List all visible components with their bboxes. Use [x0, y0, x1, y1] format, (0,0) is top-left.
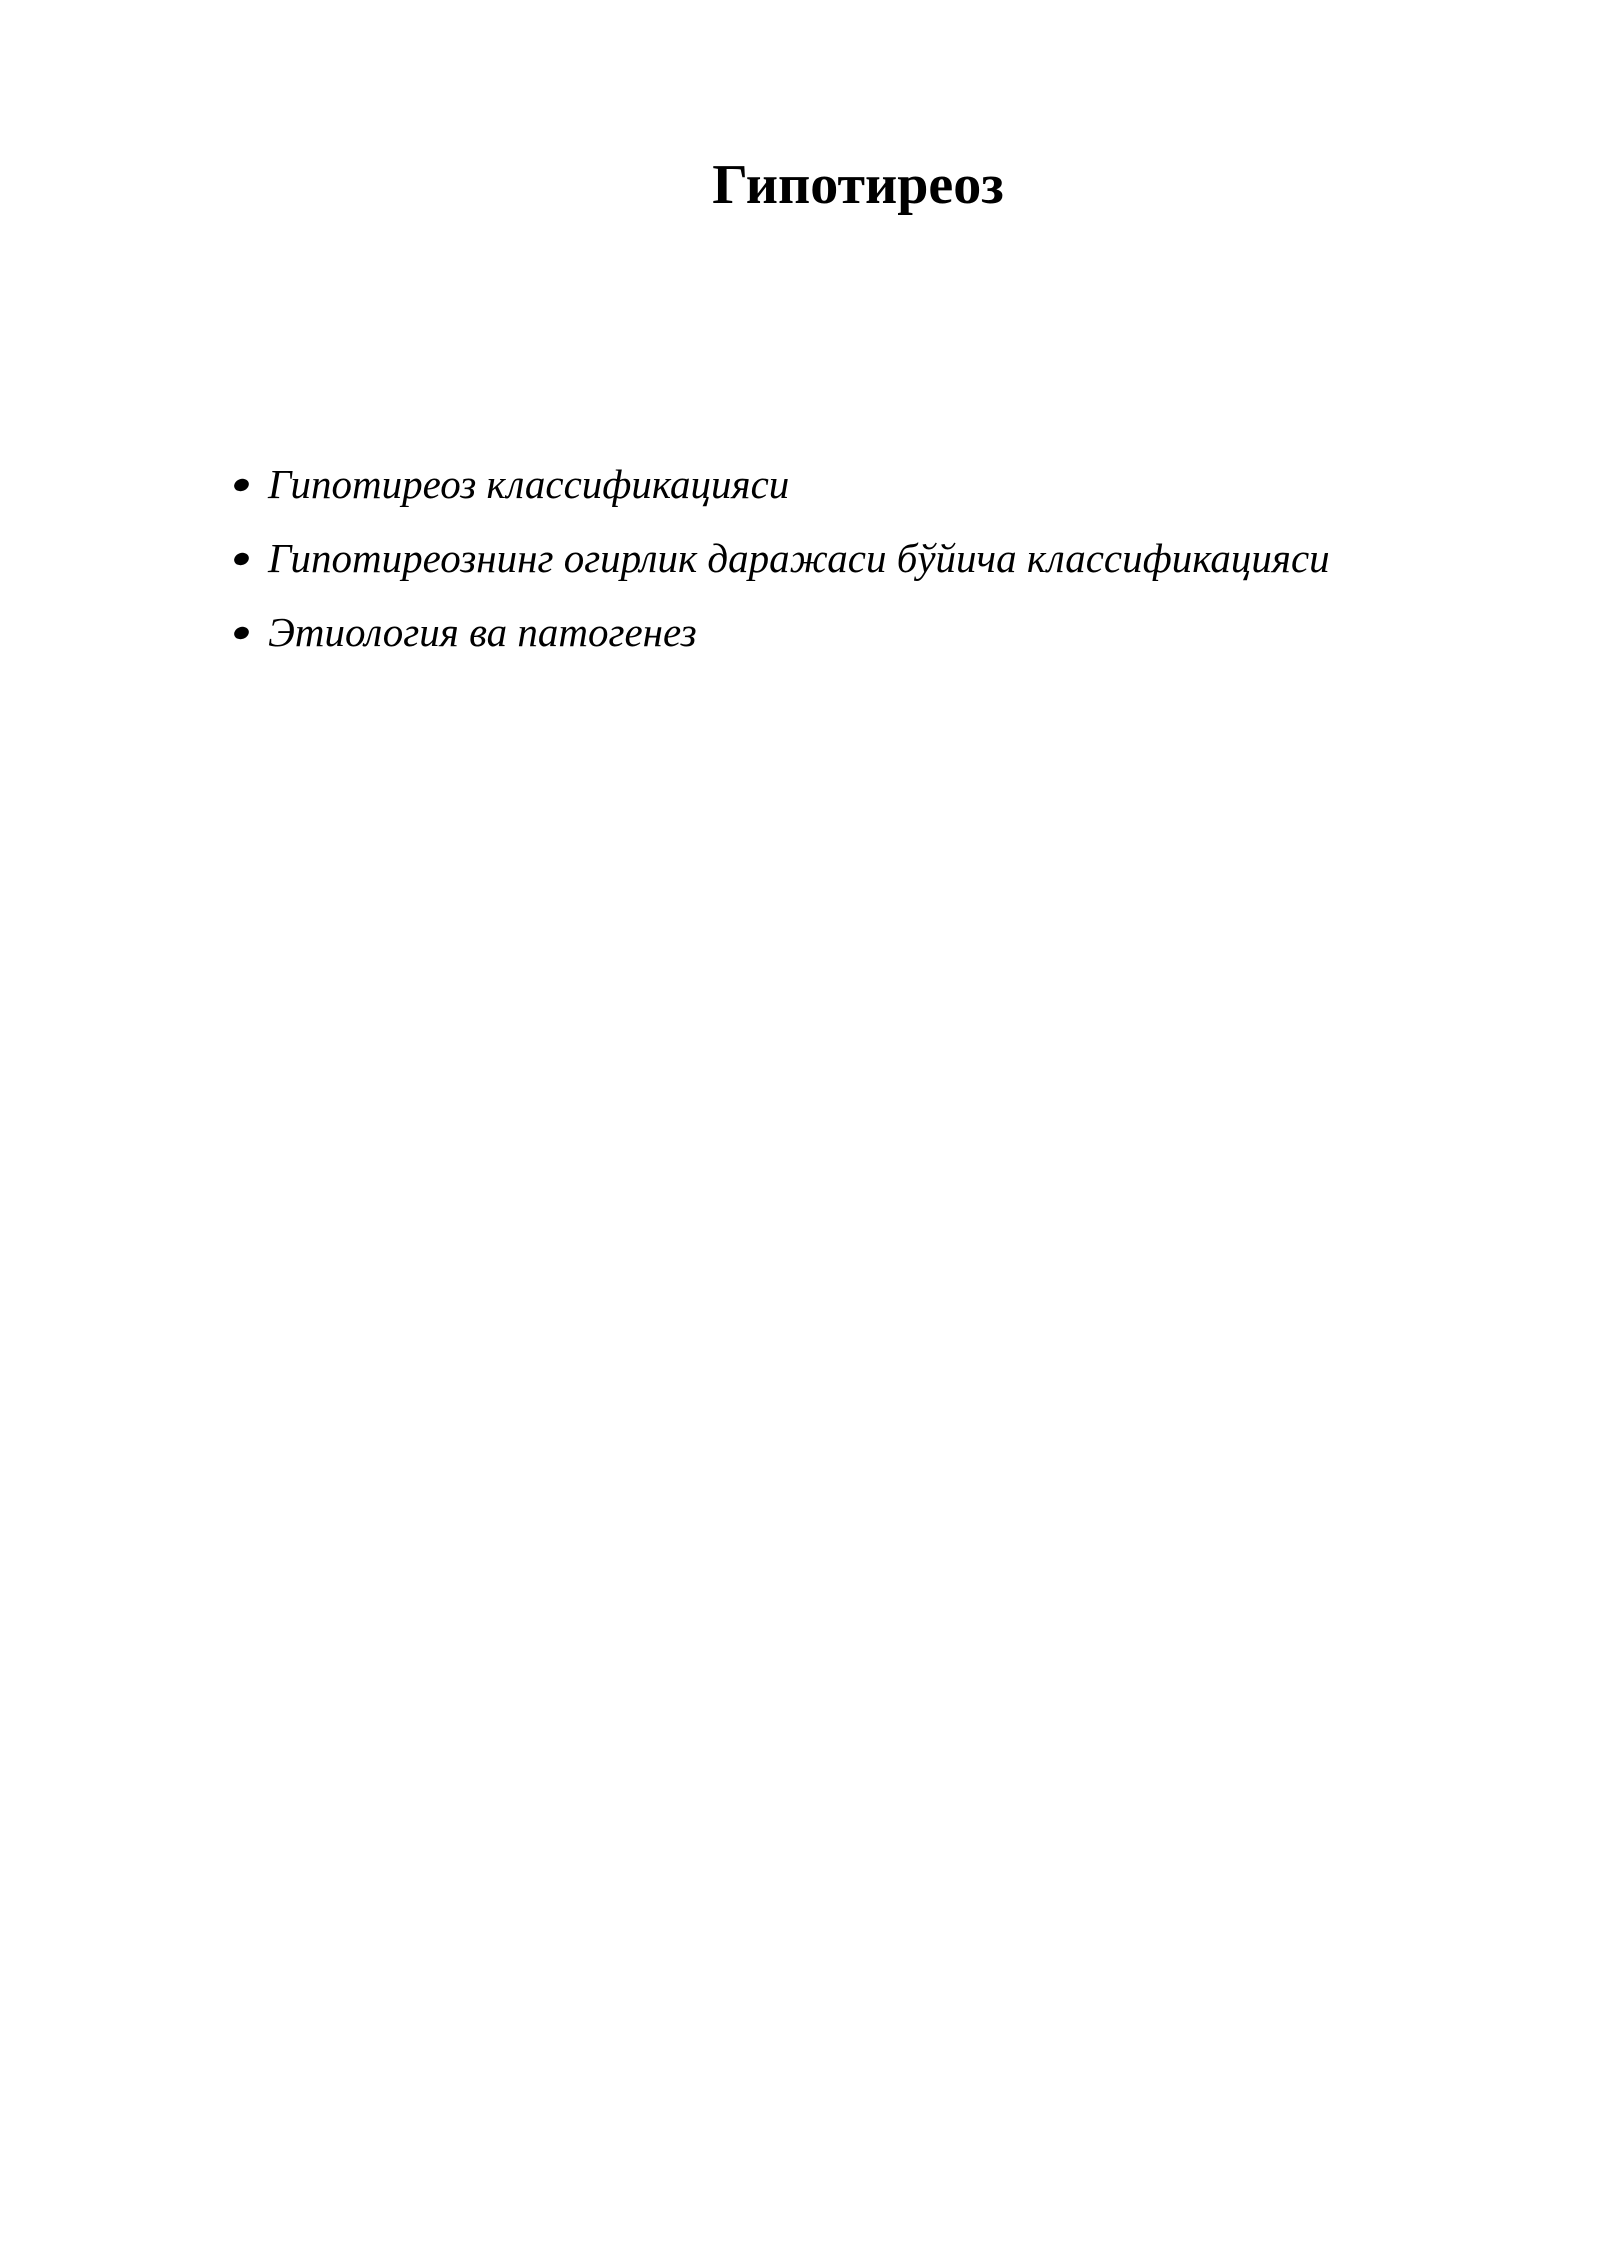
bullet-icon — [232, 625, 250, 641]
bullet-icon — [232, 551, 250, 567]
list-item — [228, 595, 1330, 669]
list-item-text: Гипотиреоз классификацияси — [268, 461, 790, 507]
topic-list — [228, 447, 1330, 669]
list-item — [228, 447, 1330, 521]
page-title: Гипотиреоз — [712, 154, 1004, 216]
list-item-text: Этиология ва патогенез — [268, 609, 697, 655]
list-item-text: Гипотиреознинг огирлик даражаси бўйича классификацияси — [268, 535, 1330, 581]
list-item — [228, 521, 1330, 595]
bullet-icon — [232, 477, 250, 493]
